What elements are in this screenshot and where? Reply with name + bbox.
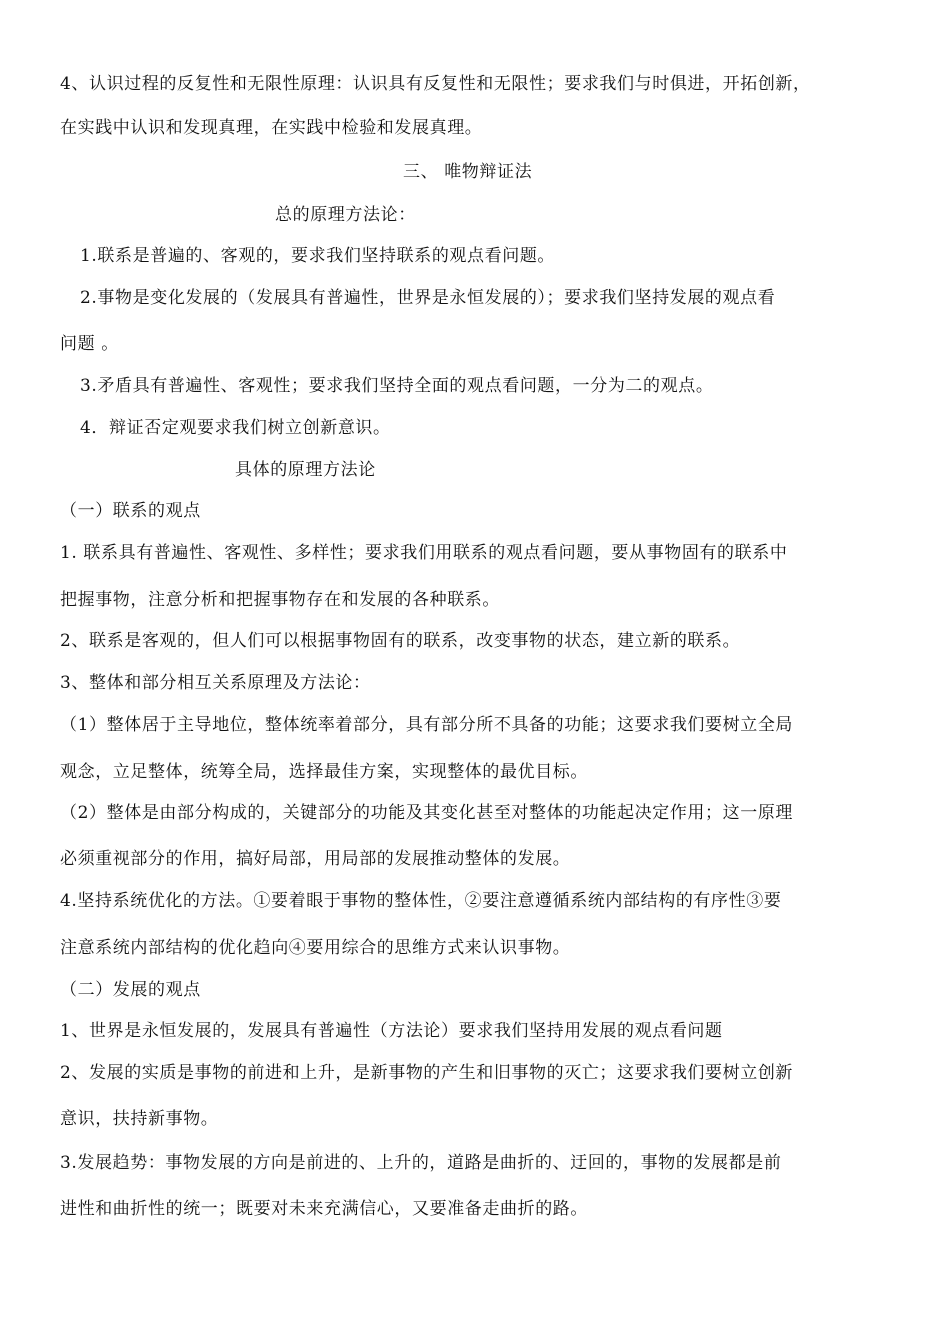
subheading: 总的原理方法论：	[275, 205, 416, 225]
paragraph-line: 3、整体和部分相互关系原理及方法论：	[60, 673, 371, 693]
section-heading: 三、 唯物辩证法	[403, 162, 533, 182]
paragraph-line: 问题 。	[60, 334, 119, 354]
paragraph-line: 2、发展的实质是事物的前进和上升，是新事物的产生和旧事物的灭亡；这要求我们要树立创新	[60, 1063, 794, 1083]
paragraph-line: 2、联系是客观的，但人们可以根据事物固有的联系，改变事物的状态，建立新的联系。	[60, 631, 741, 651]
paragraph-line: （2）整体是由部分构成的，关键部分的功能及其变化甚至对整体的功能起决定作用；这一原理	[60, 803, 794, 823]
paragraph-line: 1.联系是普遍的、客观的，要求我们坚持联系的观点看问题。	[80, 246, 556, 266]
paragraph-line: 注意系统内部结构的优化趋向④要用综合的思维方式来认识事物。	[60, 938, 571, 958]
paragraph-line: 2.事物是变化发展的（发展具有普遍性，世界是永恒发展的）；要求我们坚持发展的观点看	[80, 288, 776, 308]
paragraph-line: 把握事物，注意分析和把握事物存在和发展的各种联系。	[60, 590, 500, 610]
paragraph-line: 3.发展趋势：事物发展的方向是前进的、上升的，道路是曲折的、迂回的，事物的发展都是前	[60, 1153, 782, 1173]
paragraph-line: 观念，立足整体，统筹全局，选择最佳方案，实现整体的最优目标。	[60, 762, 588, 782]
paragraph-line: 意识，扶持新事物。	[60, 1109, 219, 1129]
subsection-heading: （二）发展的观点	[60, 980, 201, 1000]
paragraph-line: 进性和曲折性的统一；既要对未来充满信心，又要准备走曲折的路。	[60, 1199, 588, 1219]
subheading: 具体的原理方法论	[235, 460, 376, 480]
paragraph-line: 3.矛盾具有普遍性、客观性；要求我们坚持全面的观点看问题，一分为二的观点。	[80, 376, 714, 396]
paragraph-line: 4.坚持系统优化的方法。①要着眼于事物的整体性，②要注意遵循系统内部结构的有序性③要	[60, 891, 782, 911]
paragraph-line: 4．辩证否定观要求我们树立创新意识。	[80, 418, 391, 438]
paragraph-line: 1. 联系具有普遍性、客观性、多样性；要求我们用联系的观点看问题，要从事物固有的联系中	[60, 543, 788, 563]
paragraph-line: （1）整体居于主导地位，整体统率着部分，具有部分所不具备的功能；这要求我们要树立全局	[60, 715, 794, 735]
paragraph-line: 在实践中认识和发现真理，在实践中检验和发展真理。	[60, 118, 483, 138]
subsection-heading: （一）联系的观点	[60, 501, 201, 521]
paragraph-line: 4、认识过程的反复性和无限性原理：认识具有反复性和无限性；要求我们与时俱进，开拓创新，	[60, 74, 811, 94]
paragraph-line: 1、世界是永恒发展的，发展具有普遍性（方法论）要求我们坚持用发展的观点看问题	[60, 1021, 723, 1041]
paragraph-line: 必须重视部分的作用，搞好局部，用局部的发展推动整体的发展。	[60, 849, 571, 869]
